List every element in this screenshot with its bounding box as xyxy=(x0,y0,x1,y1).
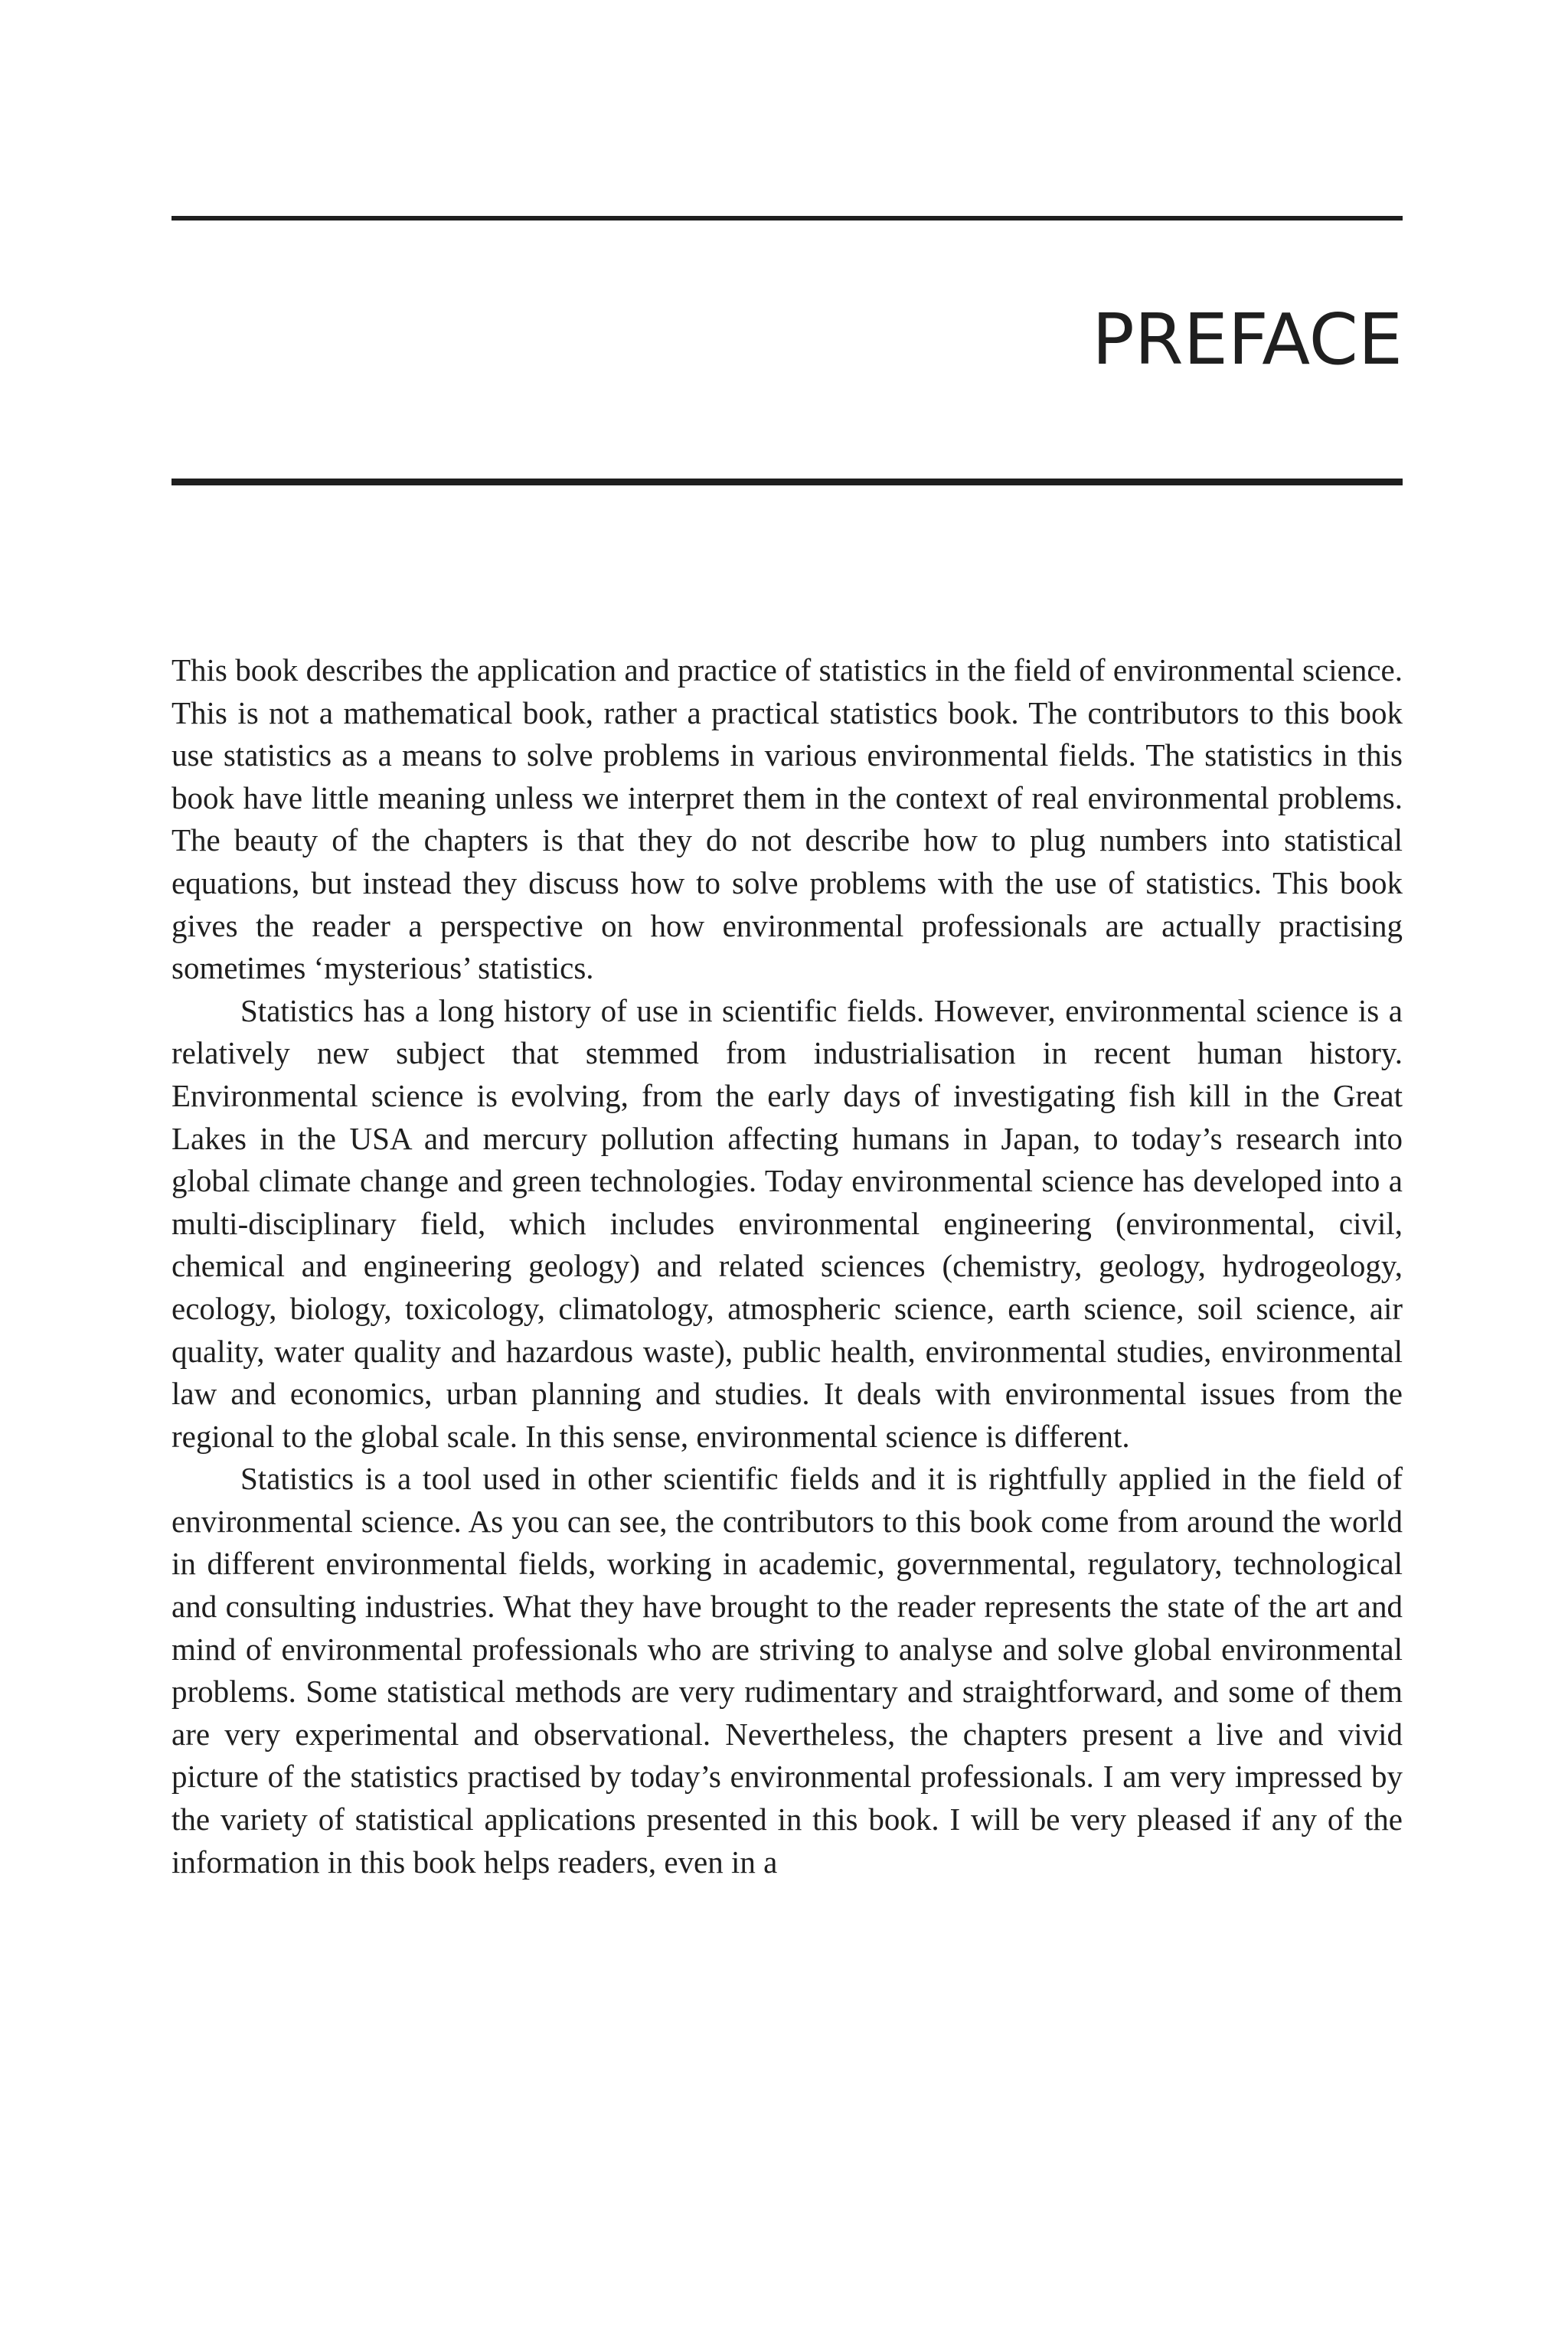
bottom-rule xyxy=(172,479,1403,485)
paragraph-2: Statistics has a long history of use in scientific fields. However, environmental science is a relatively new subject that stemmed from industrialisation in recent human history. Environmental science is evolving, from the early days of investigating fish kill in the Great Lakes in the USA and mercury pollution affecting humans in Japan, to today’s research into global climate change and green technologies. Today environmental science has developed into a multi-disciplinary field, which includes environmental engineering (environmental, civil, chemical and engineering geology) and related sciences (chemistry, geology, hydrogeology, ecology, biology, toxicology, climatology, atmospheric science, earth science, soil science, air quality, water quality and hazardous waste), public health, environmental studies, environmental law and economics, urban planning and studies. It deals with environmental issues from the regional to the global scale. In this sense, environmental science is different. xyxy=(172,992,1403,1454)
chapter-title: PREFACE xyxy=(1092,299,1403,381)
paragraph-3: Statistics is a tool used in other scientific fields and it is rightfully applied in the field of environmental science. As you can see, the contributors to this book come from around the world in different environmental fields, working in academic, governmental, regulatory, technological and consulting industries. What they have brought to the reader represents the state of the art and mind of environmental professionals who are striving to analyse and solve global environmental problems. Some statistical methods are very rudimentary and straightforward, and some of them are very experimental and observational. Nevertheless, the chapters present a live and vivid picture of the statistics practised by today’s environmental professionals. I am very impressed by the variety of statistical applications presented in this book. I will be very pleased if any of the information in this book helps readers, even in a xyxy=(172,1461,1403,1880)
preface-body xyxy=(172,649,1403,1883)
top-rule xyxy=(172,216,1403,220)
paragraph-1: This book describes the application and practice of statistics in the field of environmental science. This is not a mathematical book, rather a practical statistics book. The contributors to this book use statistics as a means to solve problems in various environmental fields. The statistics in this book have little meaning unless we interpret them in the context of real environmental problems. The beauty of the chapters is that they do not describe how to plug numbers into statistical equations, but instead they discuss how to solve problems with the use of statistics. This book gives the reader a perspective on how environmental professionals are actually practising sometimes ‘mysterious’ statistics. xyxy=(172,652,1403,986)
